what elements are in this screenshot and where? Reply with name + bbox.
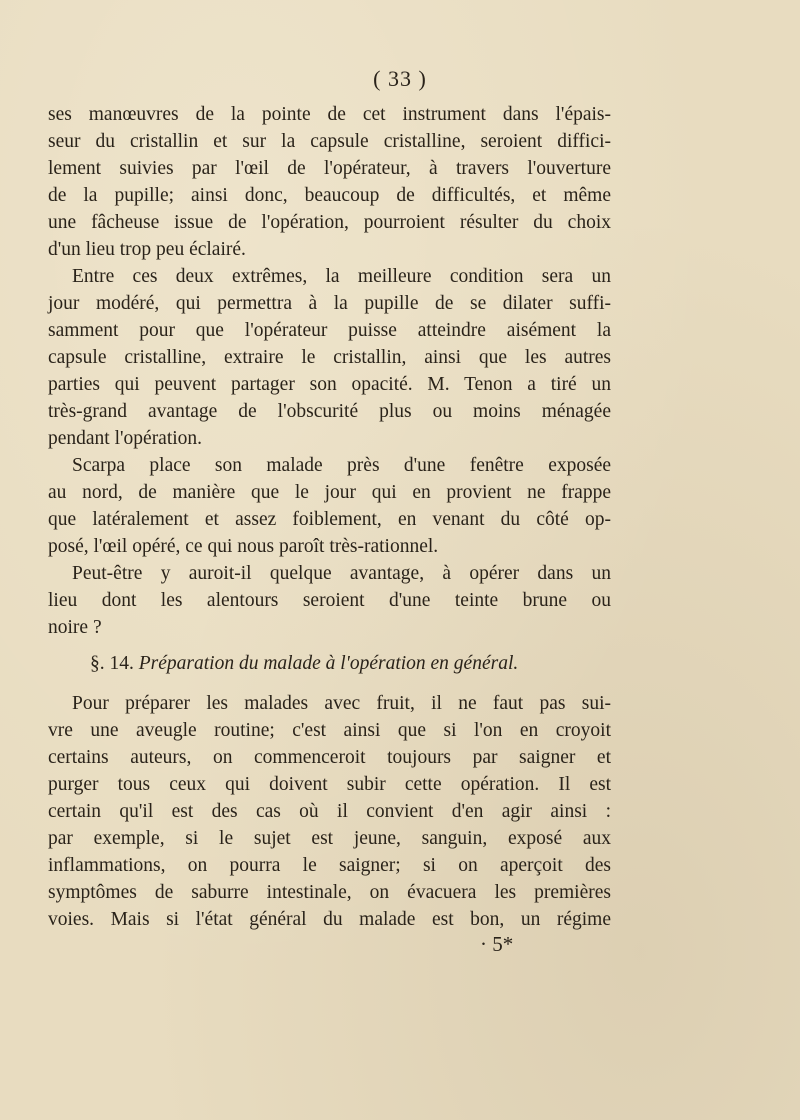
text-line: certain qu'il est des cas où il convient d'en agir ainsi : [48, 801, 611, 822]
text-line: seur du cristallin et sur la capsule cristalline, seroient diffici- [48, 131, 611, 152]
text-line: lement suivies par l'œil de l'opérateur, à travers l'ouverture [48, 158, 611, 179]
text-line: au nord, de manière que le jour qui en provient ne frappe [48, 482, 611, 503]
text-line: vre une aveugle routine; c'est ainsi que si l'on en croyoit [48, 720, 611, 741]
page-number: ( 33 ) [373, 66, 427, 91]
text-line: capsule cristalline, extraire le cristallin, ainsi que les autres [48, 347, 611, 368]
text-line: Scarpa place son malade près d'une fenêtre exposée [72, 455, 611, 476]
text-line: jour modéré, qui permettra à la pupille de se dilater suffi- [48, 293, 611, 314]
section-title: Préparation du malade à l'opération en général. [138, 653, 519, 674]
text-line: que latéralement et assez foiblement, en venant du côté op- [48, 509, 611, 530]
text-line: de la pupille; ainsi donc, beaucoup de difficultés, et même [48, 185, 611, 206]
signature-mark: · 5* [480, 932, 514, 956]
text-line: certains auteurs, on commenceroit toujours par saigner et [48, 747, 611, 768]
text-line: Pour préparer les malades avec fruit, il ne faut pas sui- [72, 693, 611, 714]
text-line: une fâcheuse issue de l'opération, pourroient résulter du choix [48, 212, 611, 233]
section-number: §. 14. [90, 653, 134, 674]
text-line: Entre ces deux extrêmes, la meilleure condition sera un [72, 266, 611, 287]
text-line: pendant l'opération. [48, 428, 203, 449]
section-heading [90, 651, 580, 677]
text-line: lieu dont les alentours seroient d'une teinte brune ou [48, 590, 611, 611]
text-line: par exemple, si le sujet est jeune, sanguin, exposé aux [48, 828, 611, 849]
text-line: posé, l'œil opéré, ce qui nous paroît très-rationnel. [48, 536, 439, 557]
text-line: ses manœuvres de la pointe de cet instrument dans l'épais- [48, 104, 611, 125]
text-line: samment pour que l'opérateur puisse atteindre aisément la [48, 320, 611, 341]
text-line: d'un lieu trop peu éclairé. [48, 239, 246, 260]
text-line: parties qui peuvent partager son opacité. M. Tenon a tiré un [48, 374, 611, 395]
text-line: voies. Mais si l'état général du malade est bon, un régime [48, 909, 611, 930]
text-line: très-grand avantage de l'obscurité plus ou moins ménagée [48, 401, 611, 422]
text-line: noire ? [48, 617, 102, 638]
text-line: symptômes de saburre intestinale, on évacuera les premières [48, 882, 611, 903]
text-line: Peut-être y auroit-il quelque avantage, à opérer dans un [72, 563, 611, 584]
text-line: purger tous ceux qui doivent subir cette opération. Il est [48, 774, 611, 795]
text-line: inflammations, on pourra le saigner; si on aperçoit des [48, 855, 611, 876]
